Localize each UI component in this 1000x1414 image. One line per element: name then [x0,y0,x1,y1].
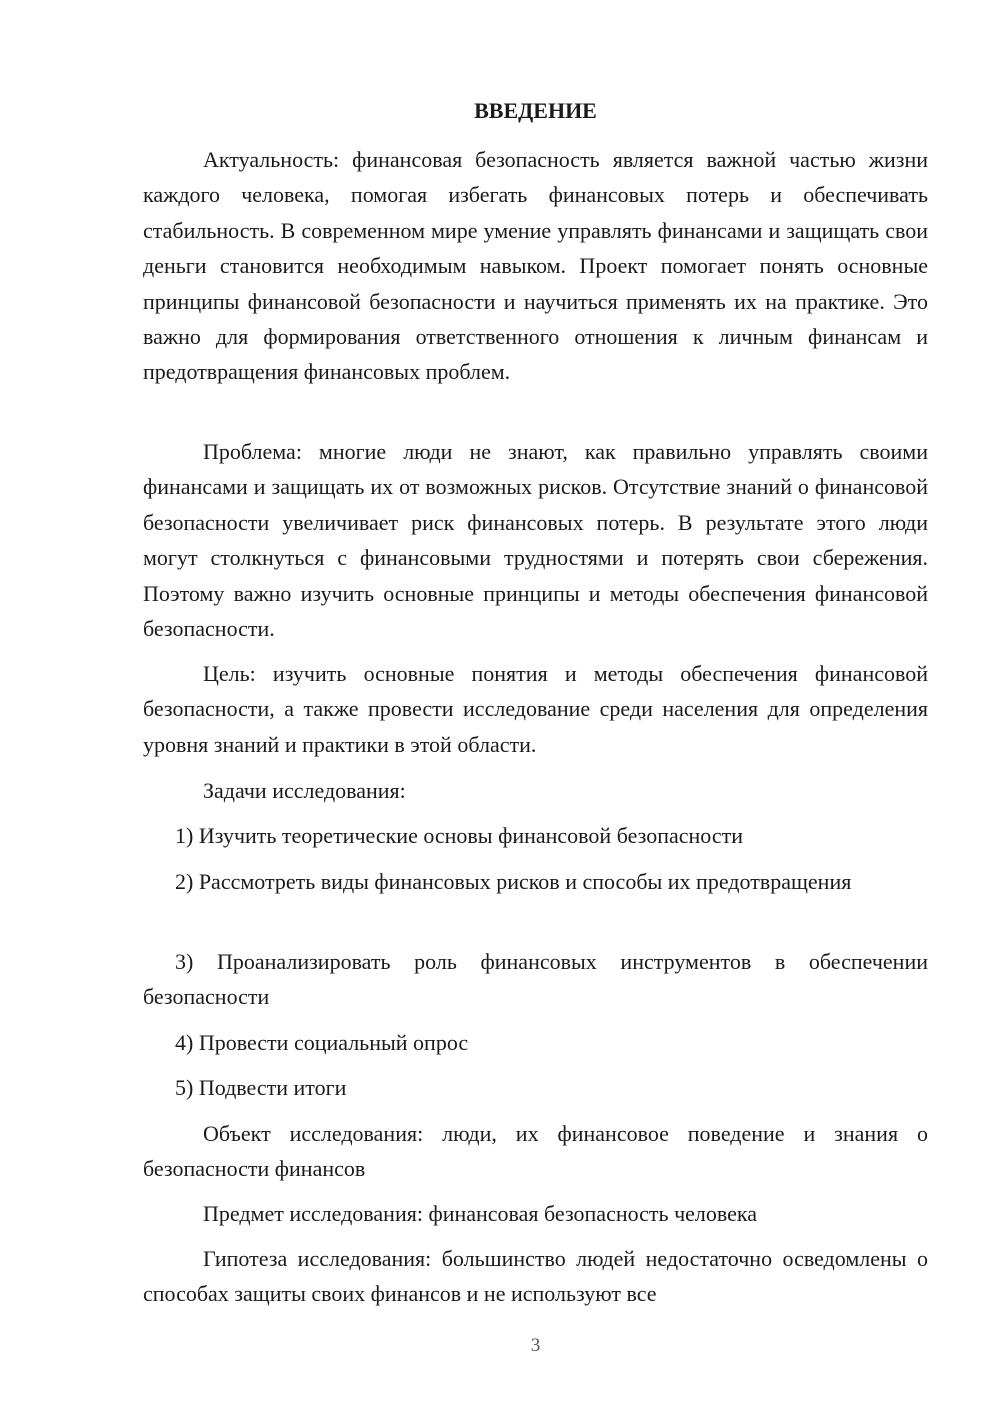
task-item-1: 1) Изучить теоретические основы финансовой безопасности [175,823,743,848]
page-number: 3 [530,1335,541,1356]
paragraph-subject: Предмет исследования: финансовая безопасность человека [203,1201,758,1226]
task-item-2: 2) Рассмотреть виды финансовых рисков и способы их предотвращения [175,869,852,894]
task-item-3: 3) Проанализировать роль финансовых инструментов в обеспечении безопасности [143,949,928,1010]
paragraph-goal: Цель: изучить основные понятия и методы обеспечения финансовой безопасности, а также провести исследование среди населения для определения уровня знаний и практики в этой области. [143,661,928,757]
paragraph-problem: Проблема: многие люди не знают, как правильно управлять своими финансами и защищать их от возможных рисков. Отсутствие знаний о финансовой безопасности увеличивает риск финансовых потерь. В результате этого люди могут столкнуться с финансовыми трудностями и потерять свои сбережения. Поэтому важно изучить основные принципы и методы обеспечения финансовой безопасности. [143,439,928,642]
paragraph-tasks-intro: Задачи исследования: [203,778,406,803]
section-heading: ВВЕДЕНИЕ [474,98,597,123]
task-item-5: 5) Подвести итоги [175,1075,347,1100]
paragraph-relevance: Актуальность: финансовая безопасность является важной частью жизни каждого человека, помогая избегать финансовых потерь и обеспечивать стабильность. В современном мире умение управлять финансами и защищать свои деньги становится необходимым навыком. Проект помогает понять основные принципы финансовой безопасности и научиться применять их на практике. Это важно для формирования ответственного отношения к личным финансам и предотвращения финансовых проблем. [143,147,928,385]
paragraph-hypothesis: Гипотеза исследования: большинство людей недостаточно осведомлены о способах защиты своих финансов и не используют все [143,1246,928,1307]
paragraph-object: Объект исследования: люди, их финансовое поведение и знания о безопасности финансов [143,1121,928,1182]
task-item-4: 4) Провести социальный опрос [175,1030,469,1055]
